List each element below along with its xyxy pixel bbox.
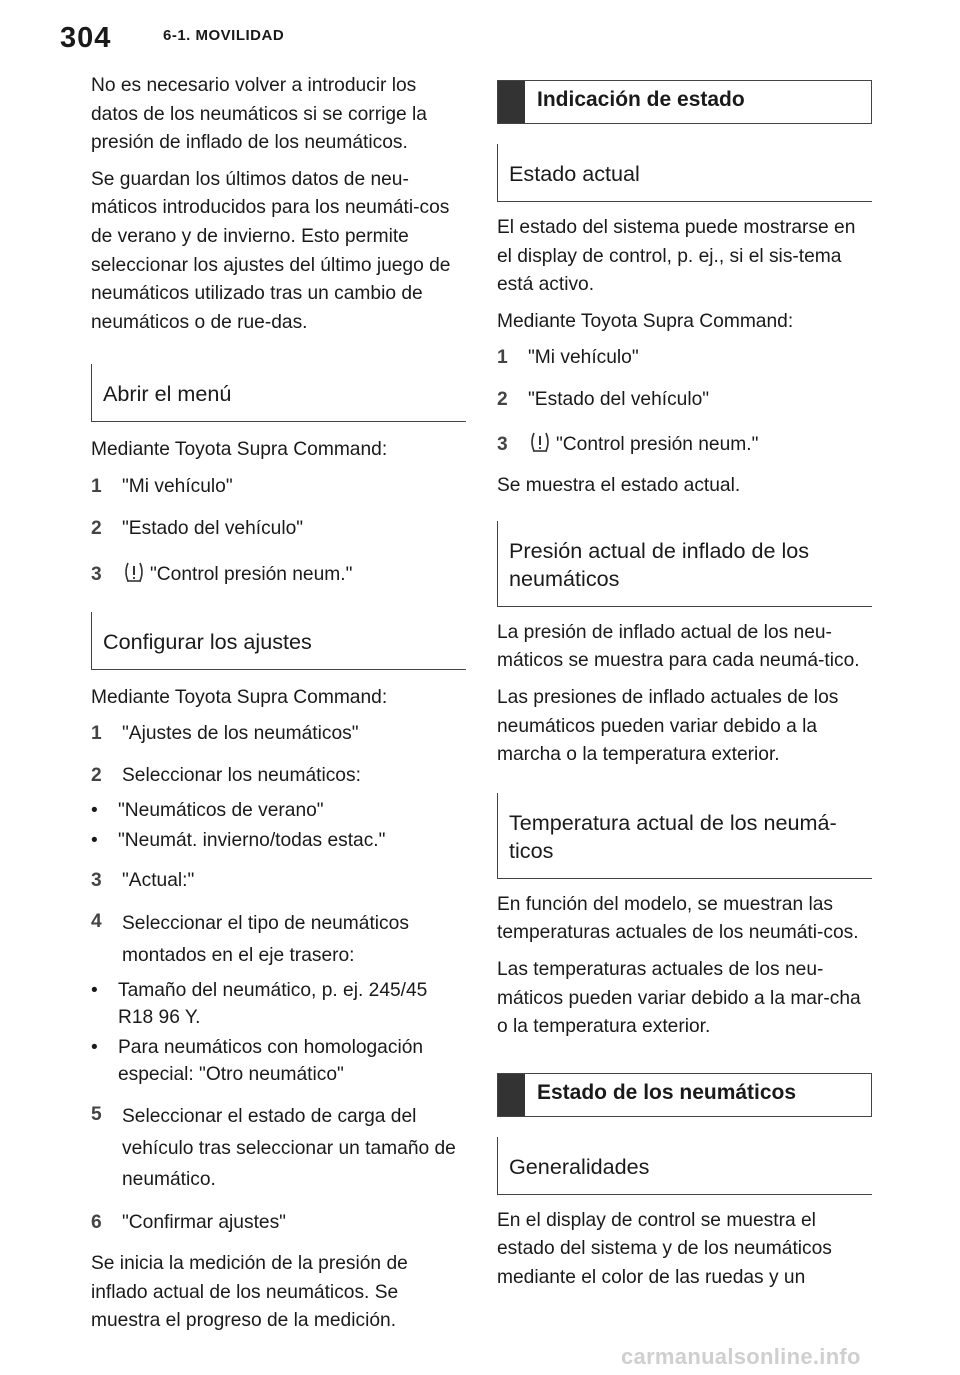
tire-pressure-warning-icon <box>122 561 146 583</box>
section-header: 6-1. MOVILIDAD <box>163 27 285 44</box>
step-number: 4 <box>91 911 102 933</box>
bullet-dot: • <box>91 1037 98 1059</box>
configure-step-4 <box>91 908 466 971</box>
step-number: 2 <box>91 764 102 786</box>
step-text: Seleccionar el estado de carga del vehículo tras seleccionar un tamaño de neumático. <box>122 1106 456 1191</box>
step-text: "Actual:" <box>122 869 195 891</box>
configure-step-1 <box>91 720 466 749</box>
step-number: 6 <box>91 1211 102 1233</box>
step-text: "Mi vehículo" <box>122 475 233 497</box>
temperature-paragraph-2: Las temperaturas actuales de los neu-máticos pueden variar debido a la mar-cha o la temperatura exterior. <box>497 958 861 1038</box>
configure-step-5 <box>91 1101 466 1196</box>
watermark: carmanualsonline.info <box>621 1344 861 1369</box>
intro-paragraph-1: No es necesario volver a introducir los datos de los neumáticos si se corrige la presión de inflado de los neumáticos. <box>91 75 427 154</box>
step-number: 1 <box>91 723 102 745</box>
section-title-text: Estado de los neumáticos <box>537 1080 797 1104</box>
step-text: "Estado del vehículo" <box>122 517 304 539</box>
step-text: "Mi vehículo" <box>528 347 639 369</box>
section-title-status <box>497 80 872 124</box>
current-status-outro: Se muestra el estado actual. <box>497 475 741 497</box>
step-text: Seleccionar el tipo de neumáticos montados en el eje trasero: <box>122 913 409 966</box>
configure-step-6 <box>91 1209 466 1238</box>
step-number: 3 <box>91 564 102 586</box>
bullet-text: "Neumáticos de verano" <box>118 799 324 821</box>
open-menu-step-3 <box>91 561 466 590</box>
current-status-lead: Mediante Toyota Supra Command: <box>497 310 794 332</box>
pressure-paragraph-1: La presión de inflado actual de los neu-máticos se muestra para cada neumá-tico. <box>497 621 860 672</box>
subsection-title-configure: Configurar los ajustes <box>91 612 466 670</box>
configure-lead: Mediante Toyota Supra Command: <box>91 686 388 708</box>
current-status-step-1 <box>497 344 872 373</box>
configure-step-3 <box>91 867 466 896</box>
list-item <box>91 797 466 824</box>
pressure-paragraph-2: Las presiones de inflado actuales de los neumáticos pueden variar debido a la marcha o la temperatura exterior. <box>497 686 839 766</box>
temperature-paragraph-1: En función del modelo, se muestran las temperaturas actuales de los neumáti-cos. <box>497 893 859 944</box>
bullet-dot: • <box>91 980 98 1002</box>
page-number: 304 <box>60 22 112 54</box>
step-number: 5 <box>91 1104 102 1126</box>
tire-pressure-warning-icon <box>528 431 552 453</box>
section-title-tire-state <box>497 1073 872 1117</box>
list-item <box>91 977 466 1031</box>
section-bar <box>498 1074 525 1116</box>
bullet-dot: • <box>91 829 98 851</box>
left-column <box>91 72 466 1344</box>
step-text: "Control presión neum." <box>556 433 759 455</box>
step-text: "Estado del vehículo" <box>528 388 710 410</box>
section-title-text: Indicación de estado <box>537 88 745 111</box>
bullet-dot: • <box>91 799 98 821</box>
open-menu-lead: Mediante Toyota Supra Command: <box>91 439 388 461</box>
configure-step-2 <box>91 762 466 791</box>
step-number: 1 <box>497 347 508 369</box>
current-status-step-3 <box>497 431 872 460</box>
general-paragraph: En el display de control se muestra el estado del sistema y de los neumáticos mediante el color de las ruedas y un <box>497 1209 832 1288</box>
configure-outro: Se inicia la medición de la presión de inflado actual de los neumáticos. Se muestra el progreso de la medición. <box>91 1253 408 1332</box>
current-status-step-2 <box>497 386 872 415</box>
step-number: 3 <box>497 433 508 455</box>
bullet-text: Tamaño del neumático, p. ej. 245/45 R18 96 Y. <box>118 980 428 1029</box>
subsection-title-pressure: Presión actual de inflado de los neumáticos <box>497 521 872 607</box>
bullet-text: "Neumát. invierno/todas estac." <box>118 829 386 851</box>
subsection-title-temperature: Temperatura actual de los neumá-ticos <box>497 793 872 879</box>
section-bar <box>498 81 525 123</box>
open-menu-step-2 <box>91 515 466 544</box>
step-text: "Ajustes de los neumáticos" <box>122 723 359 745</box>
step-text: Seleccionar los neumáticos: <box>122 764 361 786</box>
step-number: 1 <box>91 475 102 497</box>
step-text: "Confirmar ajustes" <box>122 1211 286 1233</box>
list-item <box>91 827 466 854</box>
current-status-paragraph: El estado del sistema puede mostrarse en el display de control, p. ej., si el sis-tema está activo. <box>497 217 856 296</box>
right-column <box>497 80 872 1300</box>
subsection-title-current-status: Estado actual <box>497 144 872 202</box>
step-number: 2 <box>497 388 508 410</box>
subsection-title-general: Generalidades <box>497 1137 872 1195</box>
list-item <box>91 1034 466 1088</box>
intro-paragraph-2: Se guardan los últimos datos de neu-máticos introducidos para los neumáti-cos de verano y de invierno. Esto permite seleccionar los ajustes del último juego de neumáticos utilizado tras un cambio de neumáticos o de rue-das. <box>91 168 451 333</box>
open-menu-step-1 <box>91 473 466 502</box>
subsection-title-open-menu: Abrir el menú <box>91 364 466 422</box>
step-number: 3 <box>91 869 102 891</box>
step-text: "Control presión neum." <box>150 564 353 586</box>
step-number: 2 <box>91 517 102 539</box>
bullet-text: Para neumáticos con homologación especial: "Otro neumático" <box>118 1037 424 1086</box>
